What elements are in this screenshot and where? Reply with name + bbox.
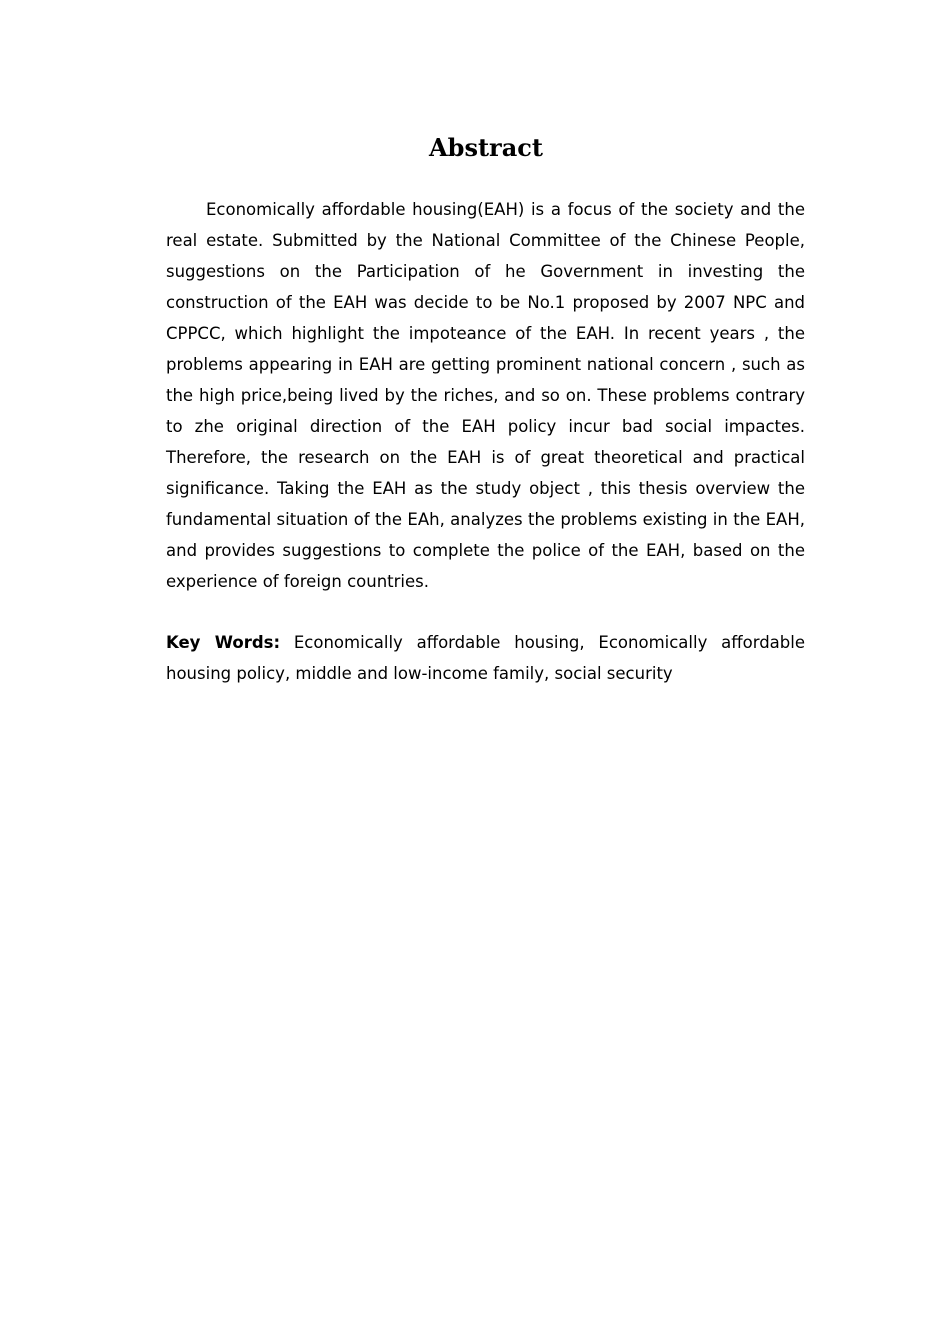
- abstract-paragraph: Economically affordable housing(EAH) is a focus of the society and the real estate. Submitted by the National Committee of the Chinese People, suggestions on the Participation of he Government in investing the construction of the EAH was decide to be No.1 proposed by 2007 NPC and CPPCC, which highlight the impoteance of the EAH. In recent years , the problems appearing in EAH are getting prominent national concern , such as the high price,being lived by the riches, and so on. These problems contrary to zhe original direction of the EAH policy incur bad social impactes. Therefore, the research on the EAH is of great theoretical and practical significance. Taking the EAH as the study object , this thesis overview the fundamental situation of the EAh, analyzes the problems existing in the EAH, and provides suggestions to complete the police of the EAH, based on the experience of foreign countries.: [166, 200, 805, 591]
- abstract-title: Abstract: [429, 133, 543, 162]
- keywords-text: Economically affordable housing, Economically affordable housing policy, middle and low-income family, social security: [166, 633, 805, 683]
- keywords-paragraph: [166, 627, 805, 689]
- keywords-label: Key Words:: [166, 633, 281, 652]
